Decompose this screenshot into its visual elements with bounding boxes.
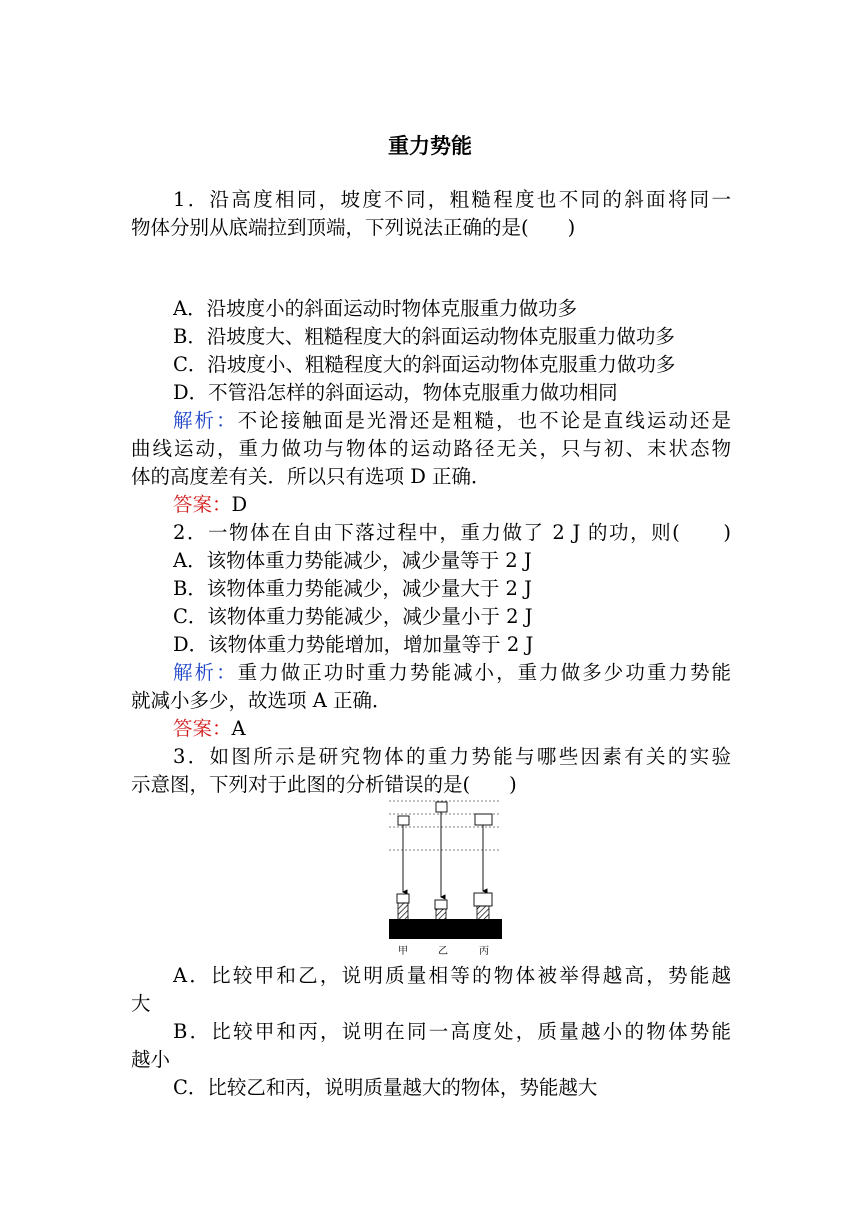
q2-stem: 2．一物体在自由下落过程中，重力做了 2 J 的功，则( ) (173, 521, 731, 544)
q1-stem-line-1: 1．沿高度相同，坡度不同，粗糙程度也不同的斜面将同一 (173, 188, 731, 211)
q1-stem-line-2: 物体分别从底端拉到顶端，下列说法正确的是( ) (131, 216, 576, 239)
q2-analysis-line-2: 就减小多少，故选项 A 正确． (131, 689, 392, 712)
ground-block (389, 919, 502, 939)
q3-option-c: C．比较乙和丙，说明质量越大的物体，势能越大 (173, 1076, 598, 1099)
q1-answer-value: D (231, 493, 248, 516)
q1-answer (173, 491, 731, 519)
q2-option-b: B．该物体重力势能减少，减少量大于 2 J (173, 577, 532, 600)
q2-option-a: A．该物体重力势能减少，减少量等于 2 J (173, 549, 532, 572)
experiment-figure (386, 796, 504, 960)
figure-label-bing: 丙 (479, 946, 489, 957)
q1-option-c: C．沿坡度小、粗糙程度大的斜面运动物体克服重力做功多 (173, 353, 676, 376)
q2-answer-label: 答案： (173, 717, 232, 740)
q1-analysis-line-3: 体的高度差有关．所以只有选项 D 正确． (131, 465, 491, 488)
q2-analysis-label: 解析： (173, 661, 238, 684)
q3-option-a-line-1: A．比较甲和乙，说明质量相等的物体被举得越高，势能越 (173, 964, 731, 987)
q3-stem-line-2: 示意图，下列对于此图的分析错误的是( ) (131, 773, 517, 796)
q2-option-c: C．该物体重力势能减少，减少量小于 2 J (173, 605, 533, 628)
figure-label-jia: 甲 (398, 946, 408, 957)
fall-arrows (403, 812, 483, 897)
q3-stem-line-1: 3．如图所示是研究物体的重力势能与哪些因素有关的实验 (173, 745, 731, 768)
raised-blocks (398, 802, 492, 825)
q2-answer-value: A (231, 717, 246, 740)
q3-option-b-line-1: B．比较甲和丙，说明在同一高度处，质量越小的物体势能 (173, 1020, 731, 1043)
q1-option-b: B．沿坡度大、粗糙程度大的斜面运动物体克服重力做功多 (173, 325, 675, 348)
q1-option-d: D．不管沿怎样的斜面运动，物体克服重力做功相同 (173, 381, 618, 404)
q2-analysis-text: 重力做正功时重力势能减小，重力做多少功重力势能 (237, 661, 731, 684)
q3-option-a-line-2: 大 (131, 992, 151, 1015)
q1-option-a: A．沿坡度小的斜面运动时物体克服重力做功多 (173, 297, 578, 320)
q2-analysis-line-1 (173, 659, 731, 687)
q2-answer (173, 715, 731, 743)
q1-answer-label: 答案： (173, 493, 232, 516)
q1-analysis-line-1 (173, 407, 731, 435)
q1-analysis-line-2: 曲线运动，重力做功与物体的运动路径无关，只与初、末状态物 (131, 437, 731, 460)
q1-analysis-text: 不论接触面是光滑还是粗糙，也不论是直线运动还是 (237, 409, 731, 432)
page-title: 重力势能 (388, 134, 472, 158)
q3-option-b-line-2: 越小 (131, 1048, 171, 1071)
q1-analysis-label: 解析： (173, 409, 238, 432)
figure-label-yi: 乙 (438, 946, 448, 957)
q2-option-d: D．该物体重力势能增加，增加量等于 2 J (173, 633, 534, 656)
